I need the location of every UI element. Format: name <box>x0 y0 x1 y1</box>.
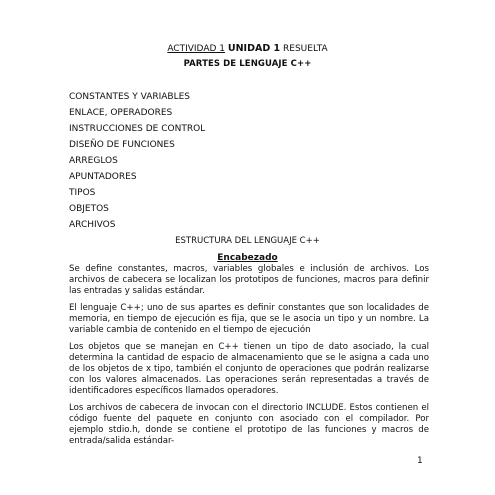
activity-label: ACTIVIDAD 1 <box>167 44 226 54</box>
list-item: APUNTADORES <box>69 172 137 182</box>
section-body <box>69 264 429 453</box>
document-subtitle: PARTES DE LENGUAJE C++ <box>183 59 312 69</box>
list-item: OBJETOS <box>69 204 109 214</box>
section-subtitle: Encabezado <box>217 253 278 263</box>
list-item: ENLACE, OPERADORES <box>69 108 173 118</box>
list-item: ARREGLOS <box>69 156 118 166</box>
paragraph: El lenguaje C++; uno de sus apartes es definir constantes que son localidades de memoria, en tiempo de ejecución es fija, que se le asocia un tipo y un nombre. La variable cambia de contenido en el tiempo de ejecución <box>69 303 429 335</box>
activity-heading <box>0 43 495 54</box>
paragraph: Los archivos de cabecera de invocan con el directorio INCLUDE. Estos contienen el código fuente del paquete en conjunto con asociado con el compilador. Por ejemplo stdio.h, donde se contiene el prototipo de las funciones y macros de entrada/salida estándar- <box>69 403 429 446</box>
paragraph: Se define constantes, macros, variables globales e inclusión de archivos. Los archivos de cabecera se localizan los prototipos de funciones, macros para definir las entradas y salidas estándar. <box>69 264 429 296</box>
list-item: CONSTANTES Y VARIABLES <box>69 92 191 102</box>
paragraph: Los objetos que se manejan en C++ tienen un tipo de dato asociado, la cual determina la cantidad de espacio de almacenamiento que se le asigna a cada uno de los objetos de x tipo, también el conjunto de operaciones que podrán realizarse con los valores almacenados. Las operaciones serán representadas a través de identificadores específicos llamados operadores. <box>69 342 429 396</box>
list-item: ARCHIVOS <box>69 220 116 230</box>
status-label: RESUELTA <box>283 44 328 54</box>
page-number: 1 <box>417 456 423 466</box>
unit-label: UNIDAD 1 <box>227 43 281 54</box>
topics-list <box>69 91 205 235</box>
section-title: ESTRUCTURA DEL LENGUAJE C++ <box>175 236 320 246</box>
list-item: TIPOS <box>69 188 96 198</box>
list-item: DISEÑO DE FUNCIONES <box>69 140 175 150</box>
list-item: INSTRUCCIONES DE CONTROL <box>69 124 206 134</box>
